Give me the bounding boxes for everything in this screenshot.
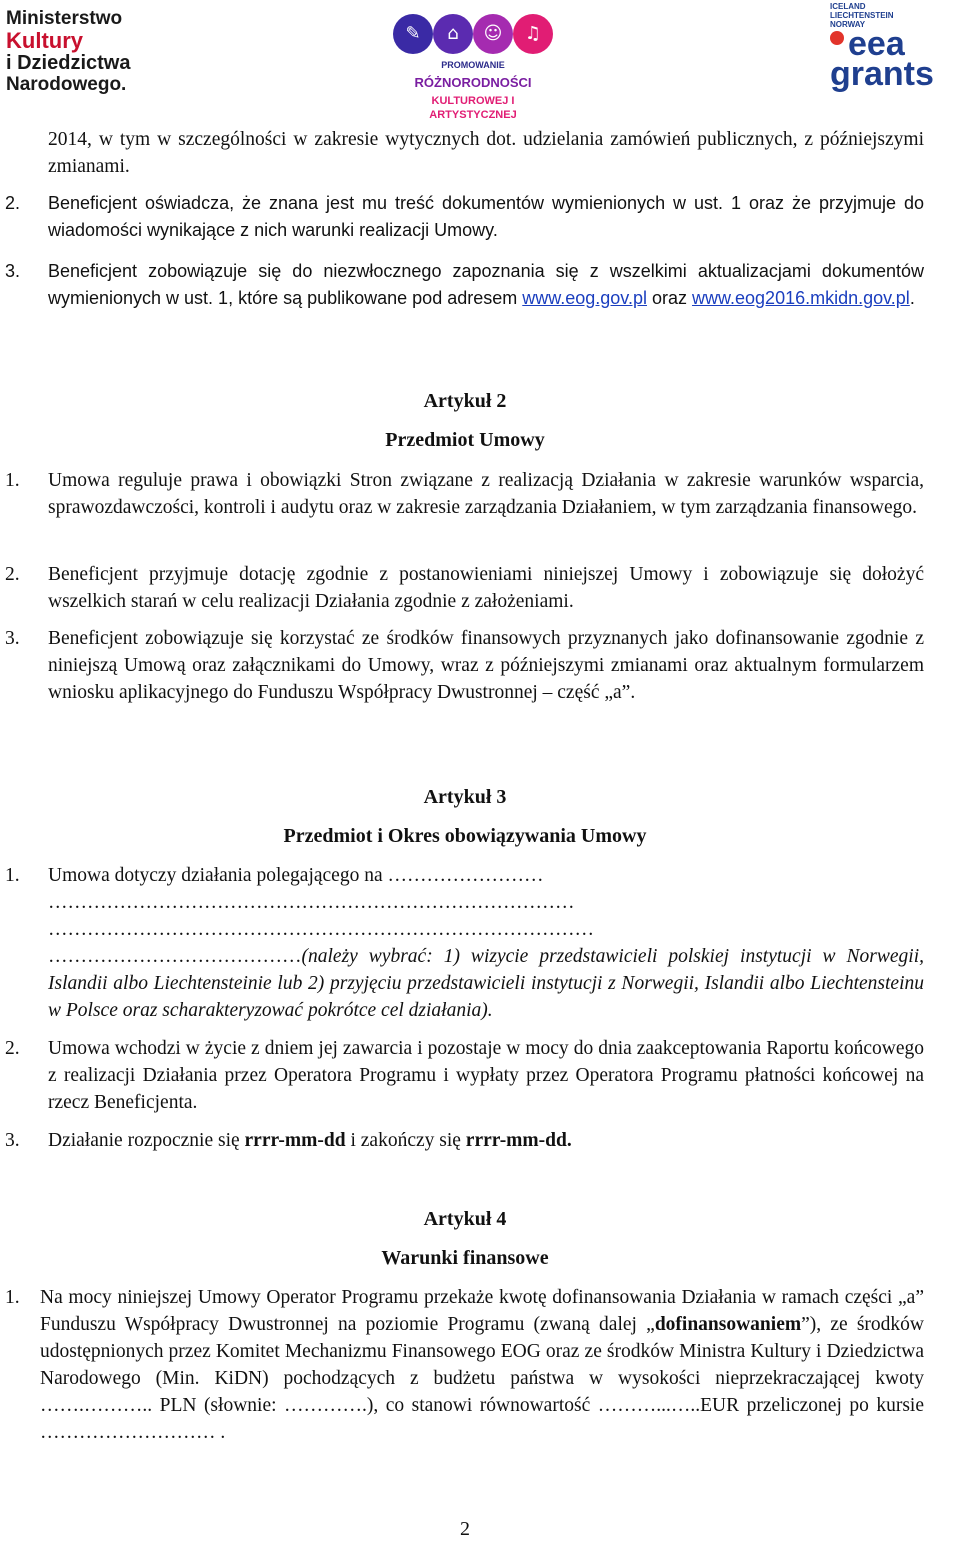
palette-icon: ✎ <box>393 14 433 54</box>
eea-dot-icon <box>830 31 844 45</box>
text-segment: i zakończy się <box>345 1130 466 1151</box>
intro-paragraph-2: Beneficjent oświadcza, że znana jest mu treść dokumentów wymienionych w ust. 1 oraz że przyjmuje do wiadomości wynikające z nich warunki realizacji Umowy. <box>48 193 924 240</box>
article-4-paragraph-1 <box>40 1284 924 1446</box>
article-3-paragraph-2: Umowa wchodzi w życie z dniem jej zawarcia i pozostaje w mocy do dnia zaakceptowania Raportu końcowego z realizacji Działania przez Operatora Programu i wypłaty przez Operatora Programu płatności końcowej na rzecz Beneficjenta. <box>48 1038 924 1113</box>
article-2-subtitle: Przedmiot Umowy <box>385 429 545 451</box>
program-logo <box>388 14 558 122</box>
program-logo-icons <box>388 14 558 54</box>
article-3-paragraph-3 <box>48 1127 924 1154</box>
ministry-logo-line: i Dziedzictwa <box>6 52 131 74</box>
program-logo-line: KULTUROWEJ I ARTYSTYCZNEJ <box>429 95 517 121</box>
article-3-paragraph-1 <box>48 862 924 1024</box>
text-segment: oraz <box>646 288 693 308</box>
list-number: 1. <box>5 470 20 491</box>
text-segment: Działanie rozpocznie się <box>48 1130 245 1151</box>
list-number: 3. <box>5 261 21 281</box>
ministry-logo-line: Kultury <box>6 28 83 53</box>
article-4-title: Artykuł 4 <box>423 1208 507 1230</box>
list-number: 2. <box>5 193 21 213</box>
link-eog2016[interactable]: www.eog2016.mkidn.gov.pl <box>692 288 910 308</box>
program-logo-line: PROMOWANIE <box>441 60 505 70</box>
eea-country: ICELAND <box>830 2 866 11</box>
article-2-paragraph-3: Beneficjent zobowiązuje się korzystać ze środków finansowych przyznanych jako dofinansowanie zgodnie z niniejszą Umową oraz załącznikami do Umowy, wraz z późniejszymi zmianami oraz aktualnym formularzem wniosku aplikacyjnego do Funduszu Współpracy Dwustronnej – część „a”. <box>48 628 924 703</box>
article-3-title: Artykuł 3 <box>423 786 507 808</box>
ministry-logo-line: Ministerstwo <box>6 8 123 29</box>
text-segment: . <box>909 288 915 308</box>
music-icon: ♫ <box>513 14 553 54</box>
text-segment: Na mocy niniejszej Umowy Operator Programu przekaże kwotę dofinansowania Działania w ramach części „a” Funduszu Współpracy Dwustronnej na poziomie Programu (zwaną dalej „ <box>40 1287 924 1335</box>
list-number: 2. <box>5 564 20 585</box>
intro-paragraph-1: 2014, w tym w szczególności w zakresie wytycznych dot. udzielania zamówień publicznych, z późniejszymi zmianami. <box>48 129 924 177</box>
list-number: 3. <box>5 628 20 649</box>
eea-country: NORWAY <box>830 20 866 29</box>
article-2-paragraph-2: Beneficjent przyjmuje dotację zgodnie z postanowieniami niniejszej Umowy i zobowiązuje się dołożyć wszelkich starań w celu realizacji Działania zgodnie z założeniami. <box>48 564 924 612</box>
eea-grants-logo <box>830 2 958 93</box>
dotted-line: ……………………………………………………………………… <box>48 892 575 913</box>
italic-instruction: (należy wybrać: 1) wizycie przedstawicieli polskiej instytucji w Norwegii, Islandii albo Liechtensteinie lub 2) przyjęciu przedstawicieli instytucji z Norwegii, Islandii albo Liechtensteinu w Polsce oraz scharakteryzować pokrótce cel działania). <box>48 946 924 1021</box>
article-2-paragraph-1: Umowa reguluje prawa i obowiązki Stron związane z realizacją Działania w zakresie warunków wsparcia, sprawozdawczości, kontroli i audytu oraz w zakresie zarządzania Działaniem, w tym zarządzania finansowego. <box>48 470 924 518</box>
eea-word: eea <box>848 25 905 63</box>
list-number: 3. <box>5 1130 20 1151</box>
column-icon: ⌂ <box>433 14 473 54</box>
list-number: 1. <box>5 865 20 886</box>
list-number: 1. <box>5 1287 20 1308</box>
end-date: rrrr-mm-dd. <box>465 1130 572 1151</box>
text-segment: ”), ze środków udostępnionych przez Komitet Mechanizmu Finansowego EOG oraz ze środków Ministra Kultury i Dziedzictwa Narodowego (Min. KiDN) pochodzących z budżetu państwa w wysokości nieprzekraczającej kwoty …….……….. PLN (słownie: ………….), co stanowi równowartość ………...…..EUR przeliczonej po kursie ……………………… . <box>40 1314 925 1443</box>
article-2-title: Artykuł 2 <box>423 390 507 412</box>
article-3-subtitle: Przedmiot i Okres obowiązywania Umowy <box>283 825 647 847</box>
start-date: rrrr-mm-dd <box>244 1130 346 1151</box>
eea-word: grants <box>830 55 934 93</box>
article-4-subtitle: Warunki finansowe <box>381 1247 549 1269</box>
link-eog[interactable]: www.eog.gov.pl <box>522 288 647 308</box>
eea-country: LIECHTENSTEIN <box>830 11 894 20</box>
text-segment: Beneficjent zobowiązuje się do niezwłocznego zapoznania się z wszelkimi aktualizacjami dokumentów wymienionych w ust. 1, które są publikowane pod adresem <box>48 261 924 308</box>
program-logo-line: RÓŻNORODNOŚCI <box>414 75 532 90</box>
dotted-line: ………………………………………………………………………… <box>48 919 594 940</box>
ministry-logo-line: Narodowego. <box>6 74 127 95</box>
dotted-segment: ………………………………… <box>48 946 302 967</box>
defined-term: dofinansowaniem <box>654 1314 802 1335</box>
list-number: 2. <box>5 1038 20 1059</box>
ministry-logo <box>6 8 156 96</box>
page-number: 2 <box>460 1518 470 1540</box>
masks-icon: ☺ <box>473 14 513 54</box>
text-line: Umowa dotyczy działania polegającego na …………………… <box>48 865 544 886</box>
intro-paragraph-3 <box>48 258 924 312</box>
